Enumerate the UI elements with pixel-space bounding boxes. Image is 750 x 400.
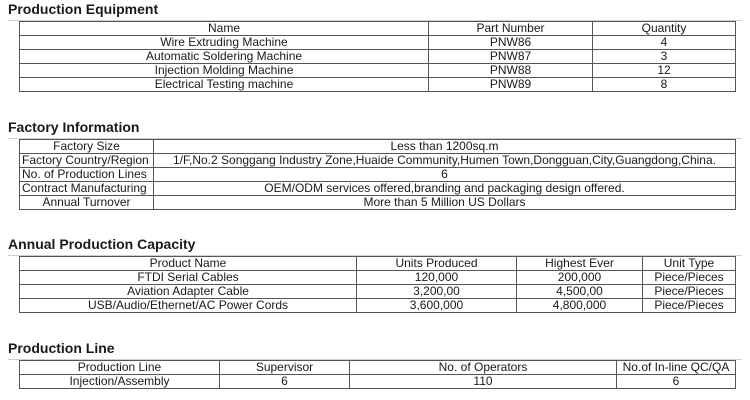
annual-production-capacity-title: Annual Production Capacity [8, 236, 196, 252]
table-cell: 8 [593, 78, 736, 92]
table-row [20, 140, 736, 154]
header-cell: Production Line [20, 361, 220, 375]
table-cell: 4 [593, 36, 736, 50]
table-cell: 110 [350, 375, 617, 389]
table-cell: 6 [617, 375, 736, 389]
table-row [20, 299, 736, 313]
section-title-bar [8, 235, 742, 256]
row-label: Annual Turnover [20, 196, 154, 210]
table-row [20, 36, 736, 50]
row-value: Less than 1200sq.m [154, 140, 736, 154]
production-equipment-title: Production Equipment [8, 1, 159, 17]
header-cell: Part Number [429, 22, 593, 36]
table-cell: Aviation Adapter Cable [20, 285, 357, 299]
header-cell: Units Produced [357, 257, 517, 271]
table-row [20, 285, 736, 299]
header-cell: Supervisor [220, 361, 350, 375]
row-value: OEM/ODM services offered,branding and packaging design offered. [154, 182, 736, 196]
table-cell: Piece/Pieces [643, 271, 736, 285]
header-cell: Quantity [593, 22, 736, 36]
table-row [20, 375, 736, 389]
table-cell: 4,500,00 [517, 285, 643, 299]
annual-production-capacity-table [19, 256, 736, 313]
production-equipment-table [19, 21, 736, 92]
section-title-bar [8, 339, 742, 360]
section-title-bar [8, 118, 742, 139]
table-cell: Piece/Pieces [643, 299, 736, 313]
header-cell: Unit Type [643, 257, 736, 271]
table-cell: 6 [220, 375, 350, 389]
table-row [20, 182, 736, 196]
row-value: More than 5 Million US Dollars [154, 196, 736, 210]
table-row [20, 196, 736, 210]
table-cell: 3 [593, 50, 736, 64]
table-row [20, 271, 736, 285]
table-cell: PNW86 [429, 36, 593, 50]
table-cell: USB/Audio/Ethernet/AC Power Cords [20, 299, 357, 313]
table-row [20, 64, 736, 78]
table-cell: Injection Molding Machine [20, 64, 429, 78]
row-label: Factory Country/Region [20, 154, 154, 168]
table-cell: 3,200,00 [357, 285, 517, 299]
table-cell: Automatic Soldering Machine [20, 50, 429, 64]
header-cell: No. of Operators [350, 361, 617, 375]
factory-information-table [19, 139, 736, 210]
table-header-row [20, 361, 736, 375]
table-cell: FTDI Serial Cables [20, 271, 357, 285]
row-value: 1/F,No.2 Songgang Industry Zone,Huaide Community,Humen Town,Dongguan,City,Guangdong,China. [154, 154, 736, 168]
table-cell: 12 [593, 64, 736, 78]
header-cell: Product Name [20, 257, 357, 271]
table-cell: PNW88 [429, 64, 593, 78]
table-row [20, 154, 736, 168]
table-cell: Injection/Assembly [20, 375, 220, 389]
table-cell: 120,000 [357, 271, 517, 285]
row-label: Factory Size [20, 140, 154, 154]
header-cell: Highest Ever [517, 257, 643, 271]
production-line-title: Production Line [8, 340, 115, 356]
row-label: No. of Production Lines [20, 168, 154, 182]
row-label: Contract Manufacturing [20, 182, 154, 196]
table-cell: Piece/Pieces [643, 285, 736, 299]
table-header-row [20, 22, 736, 36]
table-cell: Wire Extruding Machine [20, 36, 429, 50]
table-row [20, 168, 736, 182]
table-cell: 200,000 [517, 271, 643, 285]
table-row [20, 50, 736, 64]
table-row [20, 78, 736, 92]
factory-information-title: Factory Information [8, 119, 140, 135]
table-header-row [20, 257, 736, 271]
header-cell: No.of In-line QC/QA [617, 361, 736, 375]
table-cell: Electrical Testing machine [20, 78, 429, 92]
table-cell: PNW87 [429, 50, 593, 64]
table-cell: 4,800,000 [517, 299, 643, 313]
row-value: 6 [154, 168, 736, 182]
table-cell: PNW89 [429, 78, 593, 92]
section-title-bar [8, 0, 742, 21]
table-cell: 3,600,000 [357, 299, 517, 313]
header-cell: Name [20, 22, 429, 36]
production-line-table [19, 360, 736, 389]
